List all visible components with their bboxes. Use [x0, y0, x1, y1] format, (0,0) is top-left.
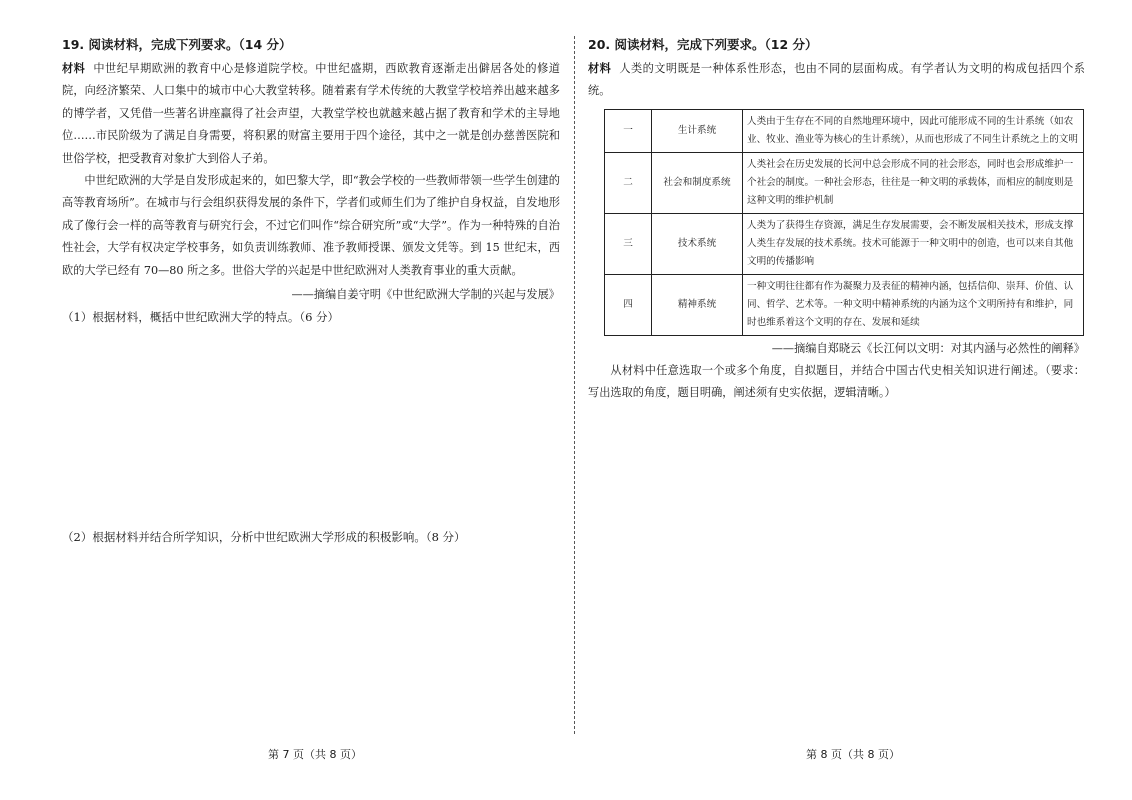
question-20 — [588, 34, 1085, 405]
question-19 — [62, 34, 560, 328]
page-number-left: 第 7 页（共 8 页） — [268, 748, 362, 761]
table-row — [605, 152, 1084, 213]
table-cell-num: 二 — [605, 152, 652, 213]
q20-material-intro: 材料 人类的文明既是一种体系性形态，也由不同的层面构成。有学者认为文明的构成包括四个系统。 — [588, 62, 1085, 98]
q19-material-para-2: 中世纪欧洲的大学是自发形成起来的，如巴黎大学，即“教会学校的一些教师带领一些学生创建的高等教育场所”。在城市与行会组织获得发展的条件下，学者们或师生们为了维护自身权益，自发地形成了像行会一样的高等教育与研究行会，不过它们叫作“综合研究所”或“大学”。作为一种特殊的自治性社会，大学有权决定学校事务，如负责训练教师、准予教师授课、颁发文凭等。到 15 世纪末，西欧的大学已经有 70—80 所之多。世俗大学的兴起是中世纪欧洲对人类教育事业的重大贡献。 — [62, 174, 560, 277]
table-row — [605, 274, 1084, 335]
material-label: 材料 — [62, 62, 86, 75]
table-row — [605, 109, 1084, 152]
table-cell-name: 技术系统 — [652, 213, 743, 274]
table-cell-name: 精神系统 — [652, 274, 743, 335]
table-row — [605, 213, 1084, 274]
table-cell-desc: 人类由于生存在不同的自然地理环境中，因此可能形成不同的生计系统（如农业、牧业、渔业等为核心的生计系统），从而也形成了不同生计系统之上的文明 — [743, 109, 1084, 152]
table-cell-desc: 人类社会在历史发展的长河中总会形成不同的社会形态，同时也会形成维护一个社会的制度。一种社会形态，往往是一种文明的承载体，而相应的制度则是这种文明的维护机制 — [743, 152, 1084, 213]
q19-subquestion-1: （1）根据材料，概括中世纪欧洲大学的特点。（6 分） — [62, 310, 340, 325]
table-cell-num: 四 — [605, 274, 652, 335]
question-20-title: 20. 阅读材料，完成下列要求。（12 分） — [588, 37, 818, 52]
q20-task: 从材料中任意选取一个或多个角度，自拟题目，并结合中国古代史相关知识进行阐述。（要求：写出选取的角度，题目明确，阐述须有史实依据，逻辑清晰。） — [588, 363, 1085, 400]
q19-subquestion-2: （2）根据材料并结合所学知识，分析中世纪欧洲大学形成的积极影响。（8 分） — [62, 530, 466, 544]
table-cell-name: 生计系统 — [652, 109, 743, 152]
table-cell-desc: 人类为了获得生存资源，满足生存发展需要，会不断发展相关技术，形成支撑人类生存发展的技术系统。技术可能源于一种文明中的创造，也可以来自其他文明的传播影响 — [743, 213, 1084, 274]
civilization-systems-table — [604, 109, 1084, 336]
table-cell-name: 社会和制度系统 — [652, 152, 743, 213]
material-label: 材料 — [588, 62, 612, 75]
page-divider — [574, 36, 575, 734]
q19-citation: ——摘编自姜守明《中世纪欧洲大学制的兴起与发展》 — [291, 288, 560, 302]
q20-citation: ——摘编自郑晓云《长江何以文明：对其内涵与必然性的阐释》 — [771, 341, 1085, 355]
question-19-title: 19. 阅读材料，完成下列要求。（14 分） — [62, 37, 292, 52]
table-cell-num: 一 — [605, 109, 652, 152]
table-cell-desc: 一种文明往往都有作为凝聚力及表征的精神内涵，包括信仰、崇拜、价值、认同、哲学、艺术等。一种文明中精神系统的内涵为这个文明所持有和维护，同时也维系着这个文明的存在、发展和延续 — [743, 274, 1084, 335]
table-cell-num: 三 — [605, 213, 652, 274]
q19-material-para-1: 材料 中世纪早期欧洲的教育中心是修道院学校。中世纪盛期，西欧教育逐渐走出僻居各处的修道院，向经济繁荣、人口集中的城市中心大教堂转移。随着素有学术传统的大教堂学校培养出越来越多的博学者，又凭借一些著名讲座赢得了社会声望，大教堂学校也就越来越占据了教育和学术的主导地位……市民阶级为了满足自身需要，将积累的财富主要用于四个途径，其中之一就是创办慈善医院和世俗学校，把受教育对象扩大到俗人子弟。 — [62, 62, 560, 165]
page-number-right: 第 8 页（共 8 页） — [806, 748, 900, 761]
